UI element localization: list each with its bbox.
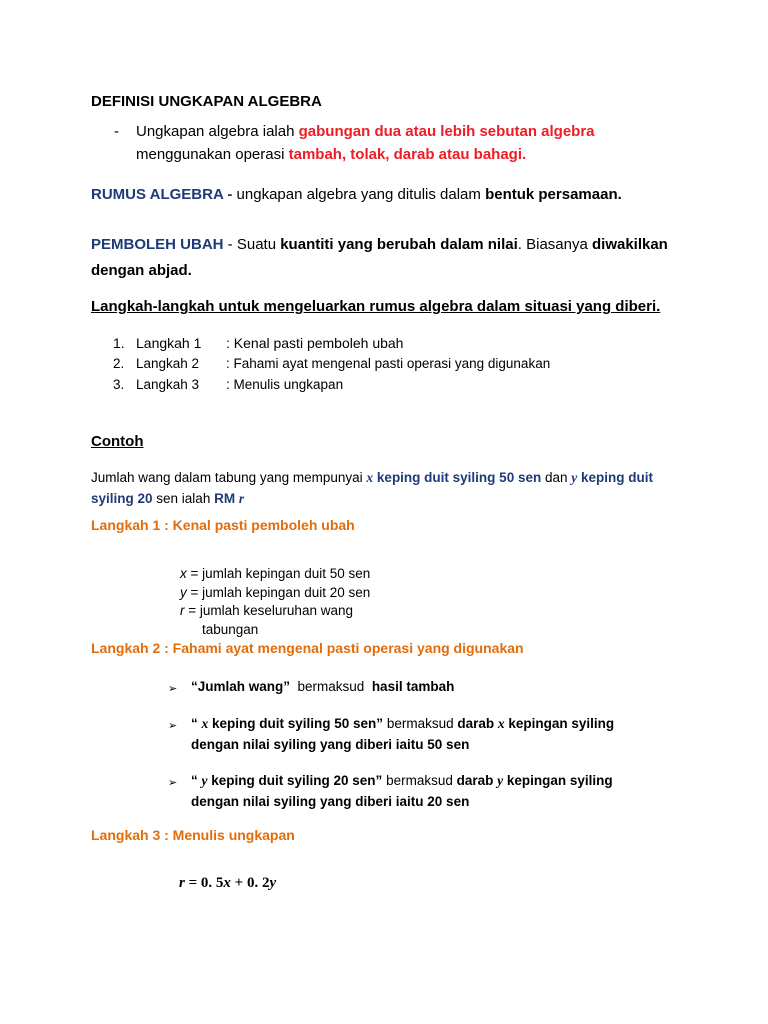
text: = jumlah kepingan duit 20 sen [186,585,371,600]
navy-text: keping duit [577,470,653,485]
contoh-line-2 [91,491,244,507]
bold-text: kuantiti yang berubah dalam nilai [280,236,518,253]
pemboleh-line-2: dengan abjad. [91,262,192,279]
step-item [113,335,404,351]
formula [179,875,276,892]
quote: keping duit syiling 50 sen” [208,716,384,731]
bold-text: darab [456,773,498,788]
step-desc: : Menulis ungkapan [226,377,344,392]
var: r [180,603,185,618]
step-number: 2. [113,356,125,371]
formula-part: + 0. 2 [230,875,270,891]
var-x: x [201,716,209,731]
bold-text: darab [457,716,498,731]
text: bermaksud [383,716,458,731]
variable-definition-cont: tabungan [202,622,259,637]
steps-heading: Langkah-langkah untuk mengeluarkan rumus algebra dalam situasi yang diberi. [91,298,661,315]
text: = jumlah kepingan duit 50 sen [186,566,371,581]
step-name: Langkah 3 [136,377,200,392]
var-y: y [201,773,208,788]
var-x: x [497,716,505,731]
explanation-2-line-1 [191,716,614,732]
var-y: y [269,875,277,891]
bold-text: kepingan syiling [504,716,615,731]
variable-definition [180,585,370,600]
step-item [113,377,344,392]
quote: “Jumlah wang” [191,679,291,694]
pemboleh-line-1 [91,236,668,253]
text: ungkapan algebra yang ditulis dalam [236,186,486,203]
text: = jumlah keseluruhan wang [184,603,353,618]
formula-part: = 0. 5 [184,875,224,891]
definition-heading: DEFINISI UNGKAPAN ALGEBRA [91,93,322,110]
bold-text: kepingan syiling [503,773,613,788]
text: Ungkapan algebra ialah [136,123,299,140]
text: Jumlah wang dalam tabung yang mempunyai [91,470,367,485]
pemboleh-label: PEMBOLEH UBAH [91,236,224,253]
bullet-dash: - [114,123,119,140]
var: y [180,585,187,600]
langkah-3-heading: Langkah 3 : Menulis ungkapan [91,827,295,843]
definition-line-1 [136,123,595,140]
text: sen ialah [152,491,215,506]
step-name: Langkah 1 [136,335,202,351]
text: dan [541,470,572,485]
var-y: y [497,773,504,788]
step-name: Langkah 2 [136,356,200,371]
navy-text: syiling 20 [91,491,153,506]
contoh-line-1 [91,470,653,486]
step-desc: : Fahami ayat mengenal pasti operasi yang digunakan [226,356,551,371]
bold-text: hasil tambah [371,679,455,694]
quote: “ [191,716,202,731]
text: . Biasanya [517,236,592,253]
arrow-bullet-icon: ➢ [168,720,178,732]
explanation-3-line-1 [191,773,613,789]
text: bermaksud [290,679,372,694]
text: - Suatu [223,236,281,253]
quote: keping duit syiling 20 sen” [207,773,383,788]
var-r: r [238,491,245,506]
quote: “ [191,773,202,788]
step-number: 1. [113,335,125,351]
highlight-red: tambah, tolak, darab atau bahagi. [288,146,527,163]
variable-definition [180,603,353,618]
langkah-1-heading: Langkah 1 : Kenal pasti pemboleh ubah [91,517,355,533]
arrow-bullet-icon: ➢ [168,683,178,695]
step-desc: : Kenal pasti pemboleh ubah [226,335,404,351]
step-number: 3. [113,377,125,392]
bold-text: diwakilkan [591,236,668,253]
contoh-heading: Contoh [91,433,144,450]
text: bermaksud [382,773,457,788]
explanation-1 [191,679,454,694]
step-item [113,356,551,371]
var-y: y [571,470,578,485]
var: x [180,566,187,581]
navy-text: RM [214,491,239,506]
explanation-2-line-2: dengan nilai syiling yang diberi iaitu 50 sen [191,737,470,752]
var-x: x [366,470,374,485]
rumus-label: RUMUS ALGEBRA - [91,186,237,203]
variable-definition [180,566,370,581]
langkah-2-heading: Langkah 2 : Fahami ayat mengenal pasti operasi yang digunakan [91,640,524,656]
definition-line-2 [136,146,526,163]
var-r: r [179,875,185,891]
rumus-paragraph [91,186,622,203]
navy-text: keping duit syiling 50 sen [373,470,542,485]
explanation-3-line-2: dengan nilai syiling yang diberi iaitu 20 sen [191,794,470,809]
highlight-red: gabungan dua atau lebih sebutan algebra [298,123,595,140]
arrow-bullet-icon: ➢ [168,777,178,789]
var-x: x [223,875,231,891]
bold-text: bentuk persamaan. [485,186,622,203]
text: menggunakan operasi [136,146,289,163]
